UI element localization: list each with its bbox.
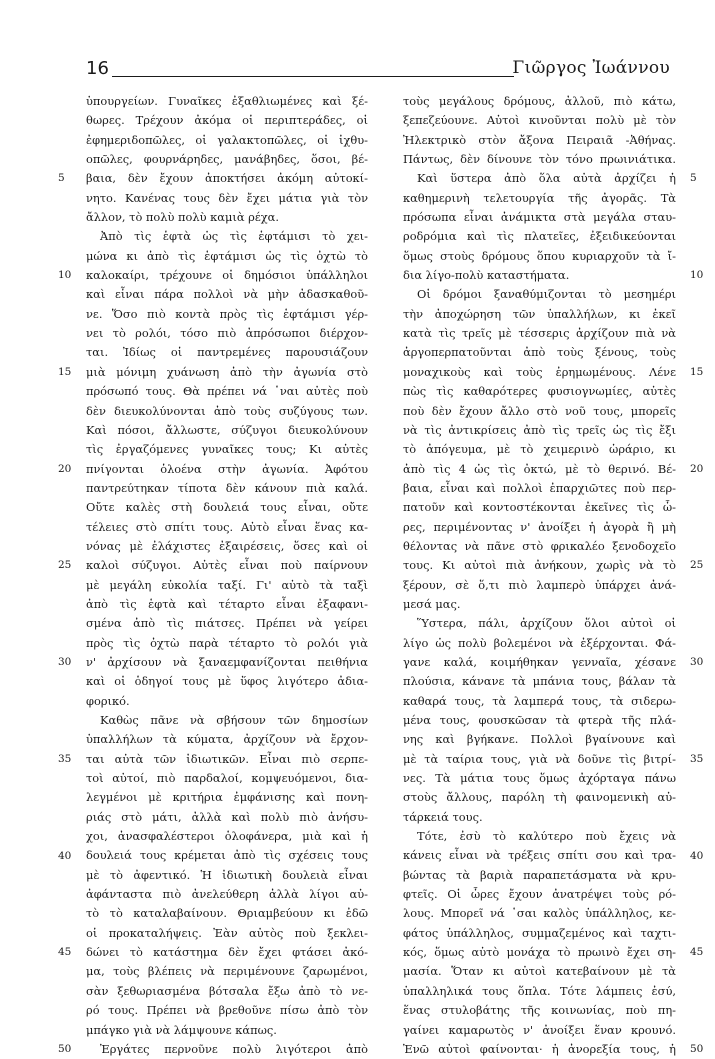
right-column-line: δια λίγο-πολὺ καταστήματα. (403, 268, 570, 283)
left-column-line: οπῶλες, φουρνάρηδες, μανάβηδες, ὅσοι, βέ- (86, 152, 368, 167)
right-column-line: νὰ τὶς ἀντικρίσεις ἀπὸ τὶς τρεῖς ὡς τὶς ἔξι (403, 422, 676, 437)
left-column-line: Ἀπὸ τὶς ἑφτὰ ὡς τὶς ἑφτάμισι τὸ χει- (100, 229, 368, 244)
right-column-line: ὅμως στοὺς δρόμους ὅπου κυριαρχοῦν τὰ ἴ- (403, 248, 676, 263)
left-column-line: ριάς στὸ μάτι, ἀλλὰ καὶ πολὺ πιὸ ἀνήσυ- (86, 809, 368, 824)
right-column-line: γανε καλά, κοιμήθηκαν γενναῖα, χέσανε (403, 654, 676, 669)
right-column-line: πατοῦν καὶ κοντοστέκονται ἐκεῖνες τὶς ὧ- (403, 500, 676, 515)
right-column-line: κάνεις εἶναι νὰ τρέξεις σπίτι σου καὶ τρα- (403, 848, 676, 863)
right-column-line: κός, ὅμως αὐτὸ μονάχα τὸ πρωινὸ ἔχει ση- (403, 945, 676, 960)
left-column-line: ται αὐτὰ τῶν ἰδιωτικῶν. Εἶναι πιὸ σερπε- (86, 751, 368, 766)
running-header (86, 58, 670, 82)
left-column-line: καὶ οἱ ὁδηγοί τους μὲ ὕφος λιγότερο ἀδια- (86, 674, 368, 689)
left-column-line: Καὶ πόσοι, ἄλλωστε, σύζυγοι διευκολύνουν (86, 422, 368, 437)
right-column-line: ρες, περιμένοντας ν' ἀνοίξει ἡ ἀγορὰ ἢ μὴ (403, 519, 676, 534)
left-column-line: βαια, δὲν ἔχουν ἀποκτήσει ἀκόμη αὐτοκί- (86, 171, 368, 186)
left-column-line: ὑπαλλήλων τὰ κύματα, ἀρχίζουν νὰ ἔρχον- (86, 732, 368, 747)
right-column-line: καθαρά τους, τὰ λαμπερά τους, τὰ σιδερω- (403, 693, 676, 708)
left-column-line: μὲ μεγάλη εὐκολία ταξί. Γι' αὐτὸ τὰ ταξὶ (86, 577, 368, 592)
right-column-line: μοναχικοὺς καὶ τοὺς ἐρημωμένους. Λένε (403, 364, 676, 379)
right-column-line: Καὶ ὕστερα ἀπὸ ὅλα αὐτὰ ἀρχίζει ἡ (417, 171, 676, 186)
right-column-line: θέλοντας νὰ πᾶνε στὸ φρικαλέο ξενοδοχεῖο (403, 538, 676, 553)
right-column-line: νες. Τὰ μάτια τους ὅμως ἀχόρταγα πάνω (403, 771, 676, 786)
left-column-line: οἱ προκαταλήψεις. Ἐὰν αὐτὸς ποὺ ξεκλει- (86, 925, 368, 940)
left-column-line: Ἐργάτες περνοῦνε πολὺ λιγότεροι ἀπὸ (100, 1041, 368, 1056)
left-line-number: 15 (58, 365, 72, 378)
left-column-line: δώνει τὸ κατάστημα δὲν ἔχει φτάσει ἀκό- (86, 945, 368, 960)
right-line-number: 45 (690, 946, 704, 959)
right-column-line: μεσά μας. (403, 596, 461, 611)
left-column-line: μὲ τὸ ἀφεντικό. Ἡ ἰδιωτικὴ δουλειὰ εἶναι (86, 867, 368, 882)
right-column-line: Πάντως, δὲν δίνουνε τὸν τόνο πρωινιάτικα. (403, 152, 676, 167)
right-column-line: καθημερινὴ τελετουργία τῆς ἀγορᾶς. Τὰ (403, 190, 676, 205)
right-column-line: βώντας τὰ βαριὰ παραπετάσματα νὰ κρυ- (403, 867, 676, 882)
right-line-number: 25 (690, 559, 704, 572)
right-column-line: Οἱ δρόμοι ξαναθύμιζονται τὸ μεσημέρι (417, 287, 676, 302)
right-column-line: πλούσια, κάνανε τὰ μπάνια τους, βάλαν τὰ (403, 674, 676, 689)
right-column-line: τάρκειά τους. (403, 809, 483, 824)
right-column-line: Τότε, ἐσὺ τὸ καλύτερο ποὺ ἔχεις νὰ (417, 829, 676, 844)
right-column-line: τὸ ἀπόγευμα, μὲ τὸ χειμερινὸ ὡράριο, κι (403, 442, 676, 457)
left-column-line: χοι, ἀνασφαλέστεροι ὁλοφάνερα, μιὰ καὶ ἡ (86, 829, 368, 844)
left-column-line: σὰν ξεθωριασμένα βότσαλα ἔξω ἀπὸ τὸ νε- (86, 983, 368, 998)
right-line-number: 35 (690, 752, 704, 765)
right-column-line: βαια, εἶναι καὶ πολλοὶ ἐπαρχιῶτες ποὺ περ- (403, 480, 676, 495)
left-column-line: ται. Ἰδίως οἱ παντρεμένες παρουσιάζουν (86, 345, 368, 360)
right-column-line: νης καὶ βγήκανε. Πολλοὶ βγαίνουνε καὶ (403, 732, 676, 747)
right-column-line: μασία. Ὅταν κι αὐτοὶ κατεβαίνουν μὲ τὰ (403, 964, 676, 979)
left-column-line: Οὔτε καλὲς στὴ δουλειά τους εἶναι, οὔτε (86, 500, 368, 515)
right-column-line: ροδρόμια καὶ τὶς πλατεῖες, ἐξειδικεύονται (403, 229, 676, 244)
right-line-number: 30 (690, 656, 704, 669)
left-line-number: 10 (58, 269, 72, 282)
right-column-line: λίγο ὡς πολὺ βολεμένοι νὰ ἐξέρχονται. Φά- (403, 635, 676, 650)
left-column-line: ὑπουργείων. Γυναῖκες ἐξαθλιωμένες καὶ ξέ- (86, 94, 368, 108)
right-column-line: ἀργοπερπατοῦνται ἀπὸ τοὺς ξένους, τοὺς (403, 345, 676, 360)
left-column-line: λεγμένοι μὲ κριτήρια ἐμφάνισης καὶ πονη- (86, 790, 368, 805)
left-column (86, 92, 368, 1059)
right-line-number: 50 (690, 1043, 704, 1056)
right-column-line: πὼς τὶς καθαρότερες φυσιογνωμίες, αὐτὲς (403, 384, 676, 399)
right-column-line: Ἐνῶ αὐτοὶ φαίνονται· ἡ ἀνορεξία τους, ἡ (403, 1041, 676, 1056)
left-column-line: μα, τοὺς βλέπεις νὰ περιμένουνε ζαρωμένοι, (86, 964, 368, 979)
left-line-number: 25 (58, 559, 72, 572)
right-column-line: λους. Μπορεῖ νά ῾σαι καλὸς ὑπάλληλος, κε- (403, 906, 676, 921)
left-column-line: μιὰ μόνιμη χυάνωση ἀπὸ τὴν ἀγωνία στὸ (86, 364, 368, 379)
left-column-line: παντρεύτηκαν τίποτα δὲν κάνουν πιὰ καλά. (86, 480, 368, 495)
left-line-number: 30 (58, 656, 72, 669)
right-column-line: Ὕστερα, πάλι, ἀρχίζουν ὅλοι αὐτοὶ οἱ (417, 616, 676, 631)
left-column-line: ἀπὸ τὶς ἑφτὰ καὶ τέταρτο εἶναι ἐξαφανι- (86, 596, 368, 611)
right-column-line: κατὰ τὶς τρεῖς μὲ τέσσερις ἀρχίζουν πιὰ νὰ (403, 326, 676, 341)
left-column-line: ἄλλον, τὸ πολὺ πολὺ καμιὰ ρέχα. (86, 210, 279, 225)
left-line-number: 20 (58, 462, 72, 475)
right-column-line: πρόσωπα εἶναι ἀνάμικτα στὰ μεγάλα σταυ- (403, 210, 676, 225)
left-line-number: 40 (58, 849, 72, 862)
right-column-line: γαίνει καμαρωτὸς ν' ἀνοίξει ἕναν κρουνό. (403, 1022, 676, 1037)
right-column-line: μένα τους, φουσκῶσαν τὰ φτερὰ τῆς πλά- (403, 713, 676, 727)
left-line-number: 35 (58, 752, 72, 765)
left-column-line: δὲν διευκολύνονται ἀπὸ τοὺς συζύγους των. (86, 403, 368, 418)
left-column-line: τὸ τὸ καταλαβαίνουν. Θριαμβεύουν κι ἐδῶ (86, 906, 368, 921)
left-column-line: ν' ἀρχίσουν νὰ ξαναεμφανίζονται πειθήνια (86, 654, 368, 669)
right-column-line: ὑπαλληλικά τους ὅπλα. Τότε λάμπεις ἐσύ, (403, 983, 676, 998)
left-column-line: σμένα ἀπὸ τὶς πιάτσες. Πρέπει νὰ γείρει (86, 616, 368, 631)
right-column-line: τους. Κι αὐτοὶ πιὰ ἀνήκουν, χωρὶς νὰ τὸ (403, 558, 676, 573)
right-column-line: ποὺ δὲν ἔχουν ἄλλο στὸ νοῦ τους, μπορεῖς (403, 403, 676, 418)
right-column-line: στοὺς ἄλλους, παρόλη τὴ φαινομενικὴ αὐ- (403, 790, 676, 805)
left-column-line: πρὸς τὶς ὀχτὼ παρὰ τέταρτο τὸ ρολόι γιὰ (86, 635, 368, 650)
left-column-line: θωρες. Τρέχουν ἀκόμα οἱ περιπτεράδες, οἱ (86, 113, 368, 128)
left-line-number: 45 (58, 946, 72, 959)
left-column-line: πρόσωπό τους. Θὰ πρέπει νά ῾ναι αὐτὲς ποὺ (86, 384, 368, 399)
right-column-line: φτεῖς. Οἱ ὧρες ἔχουν ἀνατρέψει τοὺς ρό- (403, 887, 676, 902)
right-column-line: ἕνας στυλοβάτης τῆς κοινωνίας, ποὺ πη- (403, 1003, 676, 1018)
left-column-line: ρό τους. Πρέπει νὰ βρεθοῦνε πίσω ἀπὸ τὸν (86, 1003, 368, 1018)
left-column-line: καλοκαίρι, τρέχουνε οἱ δημόσιοι ὑπάλληλοι (86, 268, 368, 283)
right-line-number: 5 (690, 172, 697, 185)
left-column-line: τοὶ αὐτοί, πιὸ παρδαλοί, κομψευόμενοι, δια- (86, 771, 368, 786)
right-line-number: 10 (690, 269, 704, 282)
right-line-number: 15 (690, 365, 704, 378)
right-column-line: μὲ τὰ ταίρια τους, γιὰ νὰ δοῦνε τὶς βιτρί- (403, 751, 676, 766)
left-column-line: δουλειά τους κρέμεται ἀπὸ τὶς σχέσεις τους (86, 848, 368, 863)
left-column-line: Καθὼς πᾶνε νὰ σβήσουν τῶν δημοσίων (100, 713, 368, 727)
left-column-line: ἐφημεριδοπῶλες, οἱ γαλακτοπῶλες, οἱ ἰχθυ- (86, 132, 368, 147)
left-column-line: τέλειες στὸ σπίτι τους. Αὐτὸ εἶναι ἕνας κα- (86, 519, 368, 534)
right-column-line: τοὺς μεγάλους δρόμους, ἀλλοῦ, πιὸ κάτω, (403, 94, 676, 108)
right-column-line: ξεπεζεύουνε. Αὐτοὶ κινοῦνται πολὺ μὲ τὸν (403, 113, 676, 128)
left-line-number: 50 (58, 1043, 72, 1056)
left-column-line: πνίγονται ὁλοένα στὴν ἀγωνία. Ἀφότου (86, 461, 368, 476)
page-number: 16 (86, 58, 109, 79)
right-line-number: 20 (690, 462, 704, 475)
right-column-line: ἀπὸ τὶς 4 ὡς τὶς ὀκτώ, μὲ τὸ θερινό. Βέ- (403, 461, 676, 476)
left-column-line: νε. Ὅσο πιὸ κοντὰ πρὸς τὶς ἑφτάμισι γέρ- (86, 306, 368, 321)
right-column-line: φάτος ὑπάλληλος, συμμαζεμένος καὶ ταχτι- (403, 925, 676, 940)
left-column-line: μπάγκο γιὰ νὰ λάμψουνε κάπως. (86, 1022, 277, 1037)
running-head-author: Γιῶργος Ἰωάννου (512, 58, 670, 78)
right-column-line: ξέρουν, σὲ ὅ,τι πιὸ λαμπερὸ ὑπάρχει ἀνά- (403, 577, 676, 592)
right-column (403, 92, 676, 1059)
left-column-line: νει τὸ ρολόι, τόσο πιὸ ἀπρόσωποι διέρχον- (86, 326, 368, 341)
left-column-line: νητο. Κανένας τους δὲν ἔχει μάτια γιὰ τὸν (86, 190, 368, 205)
left-column-line: τὶς ἐργαζόμενες γυναῖκες τους; Κι αὐτὲς (86, 442, 368, 457)
left-column-line: καὶ εἶναι πάρα πολλοὶ νὰ μὴν ἀδασκαθοῦ- (86, 287, 368, 302)
right-column-line: τὴν ἀποχώρηση τῶν ὑπαλλήλων, κι ἐκεῖ (403, 306, 676, 321)
right-line-number: 40 (690, 849, 704, 862)
left-column-line: καλοὶ σύζυγοι. Αὐτὲς εἶναι ποὺ παίρνουν (86, 558, 368, 573)
left-line-number: 5 (58, 172, 65, 185)
header-rule (112, 76, 514, 77)
left-column-line: φορικό. (86, 693, 130, 708)
left-column-line: νόνας μὲ ἐλάχιστες ἐξαιρέσεις, ὅσες καὶ οἱ (86, 538, 368, 553)
left-column-line: μώνα κι ἀπὸ τὶς ἑφτάμισι ὡς τὶς ὀχτὼ τὸ (86, 248, 368, 263)
right-column-line: Ἠλεκτρικὸ στὸν ἄξονα Πειραιᾶ -Ἀθήνας. (403, 132, 676, 147)
left-column-line: ἀφάνταστα πιὸ ἀνελεύθερη ἀλλὰ λίγοι αὐ- (86, 887, 368, 902)
